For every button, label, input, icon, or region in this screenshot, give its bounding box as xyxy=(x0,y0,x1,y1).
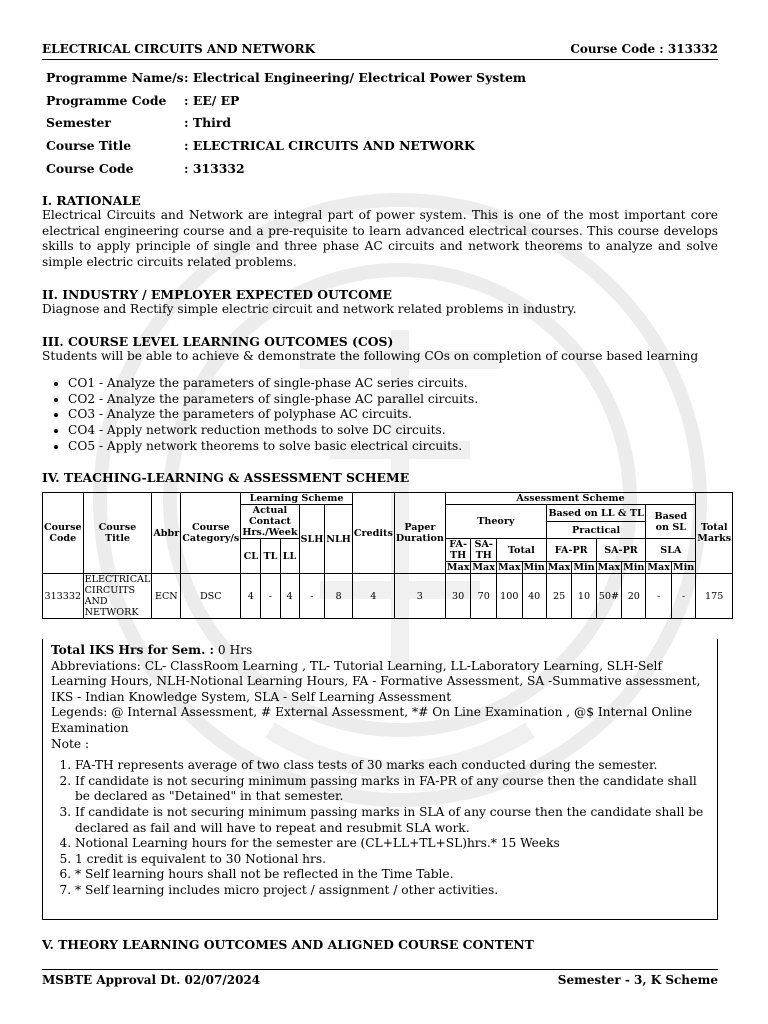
list-item: 7. * Self learning includes micro project / assignment / other activities. xyxy=(75,883,709,899)
footer-semester: Semester - 3, K Scheme xyxy=(557,973,718,987)
col-fa-th: FA-TH xyxy=(445,539,471,562)
teaching-scheme-table: Course Code Course Title Abbr Course Category/s Learning Scheme Credits Paper Duration Assessment Scheme Total Marks Actual Contact Hrs./Week SLH NLH Theory Based on LL & TL Based on SL Practical CL TL LL FA-TH SA-TH Total FA-PR SA-PR SLA Max Max Max Min Max Min Max Min Max Min 313332 ELECTRICAL CIRCUITS AND NETWORK ECN DSC 4 - 4 - 8 4 3 30 70 100 40 25 10 50# 20 - - 175 xyxy=(44,493,732,618)
col-practical: Practical xyxy=(546,522,646,539)
col-category: Course Category/s xyxy=(181,493,241,574)
col-course-code: Course Code xyxy=(43,493,84,574)
col-sa-pr: SA-PR xyxy=(596,539,646,562)
list-item: • CO5 - Apply network theorems to solve basic electrical circuits. xyxy=(68,439,478,455)
cos-heading: III. COURSE LEVEL LEARNING OUTCOMES (COS) xyxy=(42,334,394,349)
scheme-heading: IV. TEACHING-LEARNING & ASSESSMENT SCHEME xyxy=(42,470,410,485)
col-ll: LL xyxy=(280,539,299,574)
programme-row: Course Code : 313332 xyxy=(46,161,245,177)
col-sla: SLA xyxy=(646,539,696,562)
col-tl: TL xyxy=(261,539,280,574)
col-ll-tl: Based on LL & TL xyxy=(546,505,646,522)
iks-hours: Total IKS Hrs for Sem. : 0 Hrs xyxy=(51,643,253,657)
programme-details xyxy=(46,66,716,180)
abbreviations-text: Abbreviations: CL- ClassRoom Learning , TL- Tutorial Learning, LL-Laboratory Learning, SLH-Self Learning Hours, NLH-Notional Learning Hours, FA - Formative Assessment, SA -Summative assessment, IKS - Indian Knowledge System, SLA - Self Learning Assessment xyxy=(51,658,701,704)
list-item: • CO2 - Analyze the parameters of single-phase AC parallel circuits. xyxy=(68,392,478,408)
list-item: 1. FA-TH represents average of two class tests of 30 marks each conducted during the semester. xyxy=(75,758,709,774)
cos-list xyxy=(42,376,478,455)
list-item: 2. If candidate is not securing minimum passing marks in FA-PR of any course then the candidate shall be declared as "Detained" in that semester. xyxy=(75,774,709,805)
col-learning-scheme: Learning Scheme xyxy=(241,493,353,505)
programme-row: Semester : Third xyxy=(46,115,232,131)
programme-row: Programme Name/s : Electrical Engineering/ Electrical Power System xyxy=(46,69,526,85)
list-item: • CO4 - Apply network reduction methods to solve DC circuits. xyxy=(68,423,478,439)
list-item: • CO1 - Analyze the parameters of single-phase AC series circuits. xyxy=(68,376,478,392)
programme-row: Programme Code : EE/ EP xyxy=(46,92,240,108)
notes-list xyxy=(51,758,709,898)
cos-intro: Students will be able to achieve & demonstrate the following COs on completion of course based learning xyxy=(42,349,699,363)
header-course-name: ELECTRICAL CIRCUITS AND NETWORK xyxy=(42,42,316,56)
col-cl: CL xyxy=(241,539,261,574)
col-based-sl: Based on SL xyxy=(646,505,696,539)
rationale-text: Electrical Circuits and Network are integral part of power system. This is one of the most important core electrical engineering course and a pre-requisite to learn advanced electrical courses. This course develops skills to apply principle of single and three phase AC circuits and network theorems to analyze and solve simple electric circuits related problems. xyxy=(42,208,718,270)
theory-outcomes-heading: V. THEORY LEARNING OUTCOMES AND ALIGNED COURSE CONTENT xyxy=(42,937,534,952)
industry-outcome-text: Diagnose and Rectify simple electric circuit and network related problems in industry. xyxy=(42,302,577,316)
page-footer xyxy=(42,969,718,987)
col-abbr: Abbr xyxy=(152,493,181,574)
list-item: 4. Notional Learning hours for the semester are (CL+LL+TL+SL)hrs.* 15 Weeks xyxy=(75,836,709,852)
page-header xyxy=(42,42,718,60)
col-credits: Credits xyxy=(352,493,394,574)
col-theory: Theory xyxy=(445,505,546,539)
industry-outcome-heading: II. INDUSTRY / EMPLOYER EXPECTED OUTCOME xyxy=(42,287,392,302)
col-total-marks: Total Marks xyxy=(696,493,733,574)
col-sa-th: SA-TH xyxy=(471,539,497,562)
table-row: 313332 ELECTRICAL CIRCUITS AND NETWORK ECN DSC 4 - 4 - 8 4 3 30 70 100 40 25 10 50# 20 - - 175 xyxy=(43,574,733,619)
col-assessment-scheme: Assessment Scheme xyxy=(445,493,695,505)
list-item: 5. 1 credit is equivalent to 30 Notional hrs. xyxy=(75,852,709,868)
col-slh: SLH xyxy=(299,505,325,574)
col-fa-pr: FA-PR xyxy=(546,539,596,562)
programme-row: Course Title : ELECTRICAL CIRCUITS AND NETWORK xyxy=(46,138,475,154)
list-item: 3. If candidate is not securing minimum passing marks in SLA of any course then the candidate shall be declared as fail and will have to repeat and resubmit SLA work. xyxy=(75,805,709,836)
footer-approval-date: MSBTE Approval Dt. 02/07/2024 xyxy=(42,973,261,987)
rationale-heading: I. RATIONALE xyxy=(42,193,141,208)
col-total: Total xyxy=(496,539,546,562)
col-nlh: NLH xyxy=(325,505,353,574)
list-item: • CO3 - Analyze the parameters of polyphase AC circuits. xyxy=(68,407,478,423)
note-label: Note : xyxy=(51,736,90,751)
col-contact-hrs: Actual Contact Hrs./Week xyxy=(242,505,298,538)
notes-box xyxy=(42,639,718,920)
legends-text: Legends: @ Internal Assessment, # External Assessment, *# On Line Examination , @$ Internal Online Examination xyxy=(51,705,693,735)
list-item: 6. * Self learning hours shall not be reflected in the Time Table. xyxy=(75,867,709,883)
header-course-code: Course Code : 313332 xyxy=(570,42,718,56)
col-paper-duration: Paper Duration xyxy=(394,493,445,574)
col-course-title: Course Title xyxy=(83,493,152,574)
